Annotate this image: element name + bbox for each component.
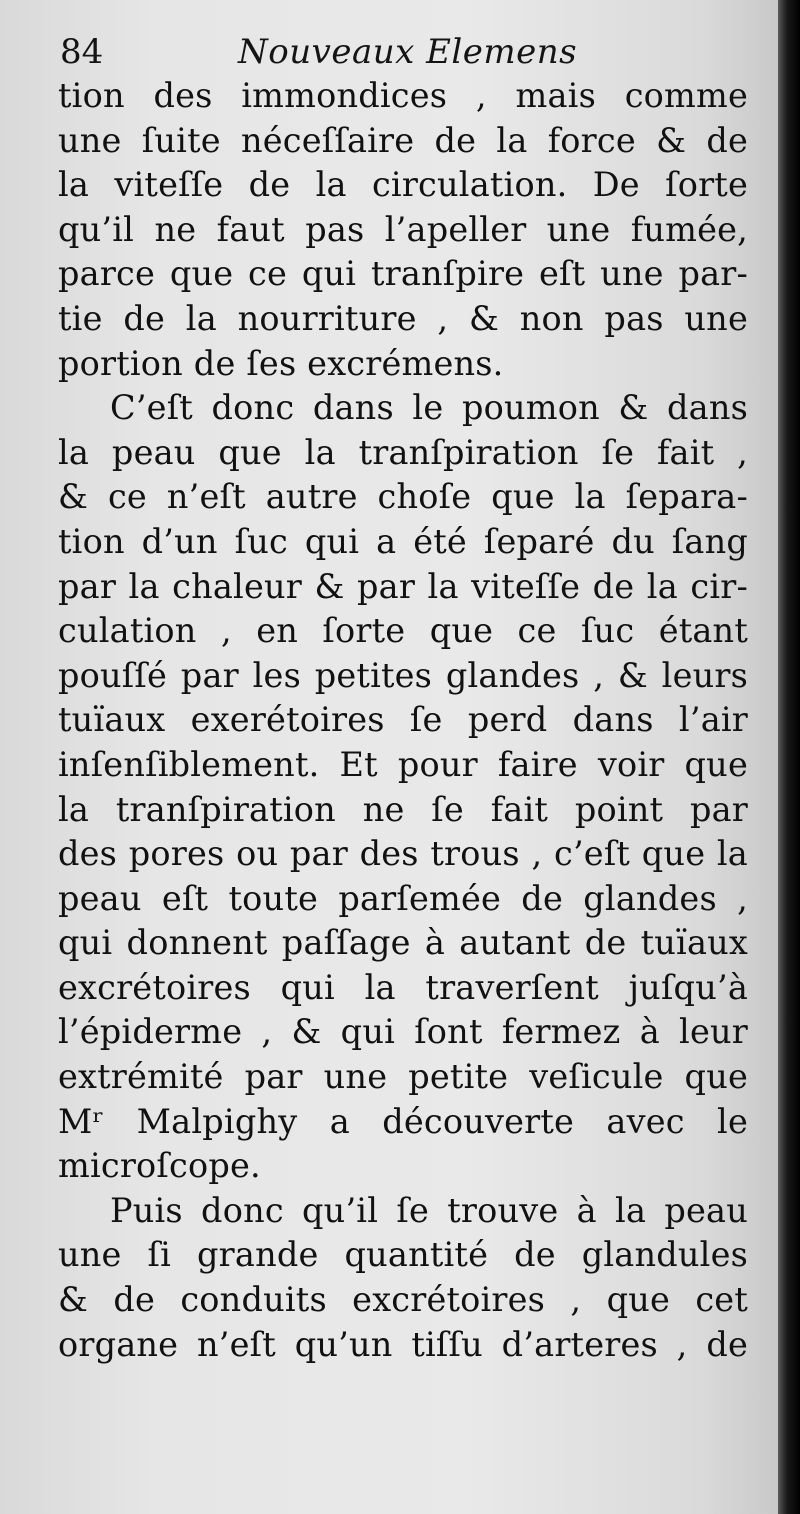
text-line: la tranſpiration ne ſe fait point par bbox=[58, 789, 748, 829]
text-line: une ſuite néceſſaire de la force & de bbox=[58, 120, 748, 160]
text-line: qu’il ne faut pas l’apeller une fumée, bbox=[58, 209, 748, 249]
text-line: parce que ce qui tranſpire eſt une par- bbox=[58, 254, 748, 294]
text-line: excrétoires qui la traverſent juſqu’à bbox=[58, 967, 748, 1007]
text-line: inſenſiblement. Et pour faire voir que bbox=[58, 744, 748, 784]
text-line: qui donnent paſſage à autant de tuïaux bbox=[58, 923, 748, 963]
text-line: la viteſſe de la circulation. De ſorte bbox=[58, 165, 748, 205]
text-line: tie de la nourriture , & non pas une bbox=[58, 298, 748, 338]
text-line: Puis donc qu’il ſe trouve à la peau bbox=[110, 1190, 748, 1230]
text-line: & de conduits excrétoires , que cet bbox=[58, 1280, 748, 1320]
text-line: Mʳ Malpighy a découverte avec le bbox=[58, 1101, 748, 1141]
text-line: tuïaux exerétoires ſe perd dans l’air bbox=[58, 700, 748, 740]
text-line: des pores ou par des trous , c’eſt que la bbox=[58, 834, 748, 874]
page-number: 84 bbox=[60, 32, 104, 72]
page-edge-shadow bbox=[778, 0, 800, 1514]
text-line: la peau que la tranſpiration ſe fait , bbox=[58, 432, 748, 472]
text-line: extrémité par une petite veſicule que bbox=[58, 1057, 748, 1097]
text-line: microſcope. bbox=[58, 1146, 261, 1186]
text-line: culation , en ſorte que ce ſuc étant bbox=[58, 611, 748, 651]
text-line: pouſſé par les petites glandes , & leurs bbox=[58, 655, 748, 695]
text-line: C’eſt donc dans le poumon & dans bbox=[110, 388, 748, 428]
text-line: tion des immondices , mais comme bbox=[58, 76, 748, 115]
text-line: & ce n’eſt autre choſe que la ſepara- bbox=[58, 477, 748, 517]
text-line: portion de ſes excrémens. bbox=[58, 343, 504, 383]
body-text bbox=[58, 74, 748, 1367]
text-line: organe n’eſt qu’un tiſſu d’arteres , de bbox=[58, 1324, 748, 1364]
text-line: une ſi grande quantité de glandules bbox=[58, 1235, 748, 1275]
page-header bbox=[60, 28, 750, 76]
text-line: peau eſt toute parſemée de glandes , bbox=[58, 878, 748, 918]
text-line: tion d’un ſuc qui a été ſeparé du ſang bbox=[58, 521, 748, 561]
text-line: par la chaleur & par la viteſſe de la cir- bbox=[58, 566, 748, 606]
text-line: l’épiderme , & qui ſont fermez à leur bbox=[58, 1012, 748, 1052]
running-title: Nouveaux Elemens bbox=[238, 32, 578, 72]
